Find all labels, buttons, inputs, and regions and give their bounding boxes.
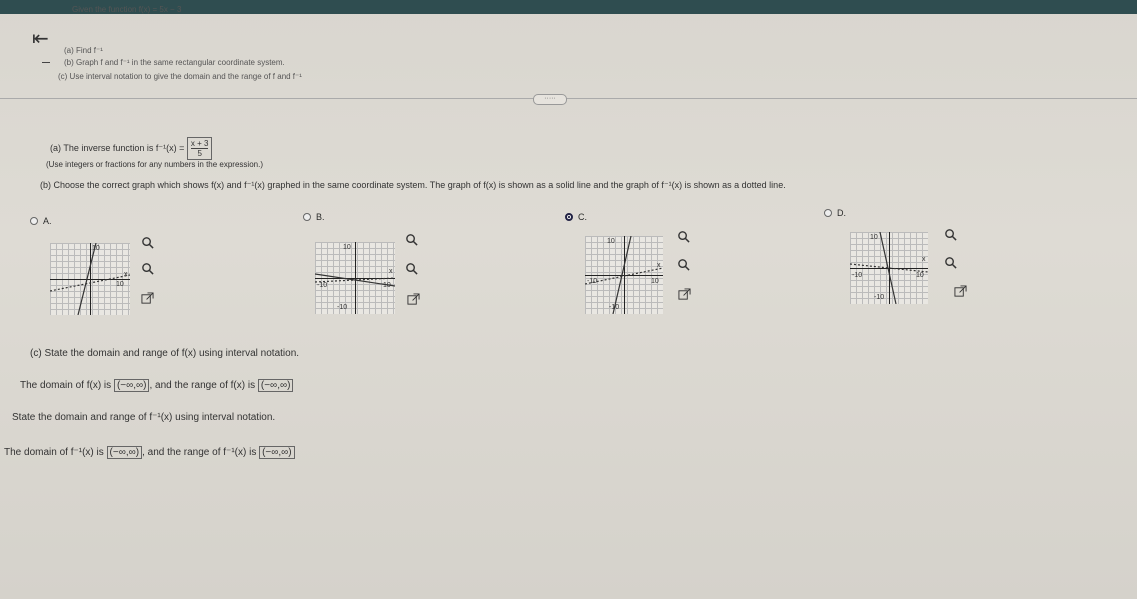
- y-tick-top: 10: [870, 234, 878, 241]
- dash-marker: [42, 62, 50, 63]
- answer-c-prompt-1: (c) State the domain and range of f(x) using interval notation.: [30, 348, 300, 359]
- zoom-in-icon[interactable]: [405, 233, 418, 246]
- graph-c-lines: [585, 236, 663, 314]
- f-domain-input[interactable]: (−∞,∞): [114, 379, 150, 392]
- inverse-domain-input[interactable]: (−∞,∞): [107, 446, 143, 459]
- zoom-in-icon[interactable]: [944, 228, 957, 241]
- y-tick-bottom: -10: [609, 304, 620, 311]
- x-tick-right: 10: [116, 281, 124, 288]
- x-axis-label: x: [389, 268, 393, 275]
- option-b[interactable]: [303, 212, 325, 222]
- zoom-in-icon[interactable]: [677, 230, 690, 243]
- divider: [0, 98, 1137, 99]
- f-domain-range-line: [20, 379, 293, 392]
- x-axis-label: x: [124, 271, 128, 278]
- popout-icon[interactable]: [678, 288, 691, 301]
- answer-b-prompt: (b) Choose the correct graph which shows f(x) and f⁻¹(x) graphed in the same coordinate system. The graph of f(x) is shown as a solid line and the graph of f⁻¹(x) is shown as a dotted line.: [40, 180, 786, 190]
- f-domain-prefix: The domain of f(x) is: [20, 380, 112, 391]
- radio-c[interactable]: [565, 213, 573, 221]
- part-a-label: (a) Find f⁻¹: [64, 46, 103, 55]
- zoom-out-icon[interactable]: [405, 262, 418, 275]
- y-tick-bottom: -10: [337, 304, 348, 311]
- option-d-label: D.: [837, 208, 846, 218]
- option-a-label: A.: [43, 216, 52, 226]
- f-range-text: , and the range of f(x) is: [149, 380, 256, 391]
- popout-icon[interactable]: [407, 293, 420, 306]
- given-function: Given the function f(x) = 5x − 3: [72, 5, 182, 14]
- part-b-label: (b) Graph f and f⁻¹ in the same rectangular coordinate system.: [64, 58, 285, 67]
- x-axis-label: x: [922, 256, 926, 263]
- y-tick-top: 10: [343, 244, 351, 251]
- x-tick-right: 10: [651, 278, 659, 285]
- x-tick-right: 10: [916, 272, 924, 279]
- zoom-in-icon[interactable]: [141, 236, 154, 249]
- graph-a-lines: [50, 243, 130, 315]
- answer-a-prefix: (a) The inverse function is f⁻¹(x) =: [50, 142, 185, 153]
- popout-icon[interactable]: [141, 292, 154, 305]
- y-tick-top: 10: [92, 245, 100, 252]
- radio-d[interactable]: [824, 209, 832, 217]
- x-axis-label: x: [657, 262, 661, 269]
- graph-b-lines: [315, 242, 395, 314]
- option-a[interactable]: [30, 216, 52, 226]
- inverse-domain-prefix: The domain of f⁻¹(x) is: [4, 447, 104, 458]
- f-range-input[interactable]: (−∞,∞): [258, 379, 294, 392]
- option-c[interactable]: [565, 212, 587, 222]
- y-tick-top: 10: [607, 238, 615, 245]
- denominator: 5: [197, 149, 202, 158]
- zoom-out-icon[interactable]: [141, 262, 154, 275]
- zoom-out-icon[interactable]: [677, 258, 690, 271]
- option-d[interactable]: [824, 208, 846, 218]
- more-button[interactable]: ·····: [533, 94, 567, 105]
- inverse-range-input[interactable]: (−∞,∞): [259, 446, 295, 459]
- radio-b[interactable]: [303, 213, 311, 221]
- y-tick-bottom: -10: [874, 294, 885, 301]
- inverse-range-text: , and the range of f⁻¹(x) is: [142, 447, 257, 458]
- x-tick-right: 10: [383, 282, 391, 289]
- part-c-label: (c) Use interval notation to give the domain and the range of f and f⁻¹: [58, 72, 302, 81]
- answer-c-prompt-2: State the domain and range of f⁻¹(x) using interval notation.: [12, 412, 276, 423]
- graph-d: [850, 232, 928, 304]
- popout-icon[interactable]: [954, 285, 967, 298]
- x-tick-left: -10: [317, 282, 328, 289]
- inverse-fraction[interactable]: [187, 137, 213, 160]
- graph-b: [315, 242, 395, 314]
- graph-a: [50, 243, 130, 315]
- answer-a: [50, 137, 212, 160]
- option-b-label: B.: [316, 212, 325, 222]
- zoom-out-icon[interactable]: [944, 256, 957, 269]
- back-arrow-icon[interactable]: ⇤: [32, 28, 49, 50]
- radio-a[interactable]: [30, 217, 38, 225]
- graph-d-lines: [850, 232, 928, 304]
- inverse-domain-range-line: [4, 446, 295, 459]
- numerator: x + 3: [190, 139, 209, 148]
- answer-a-hint: (Use integers or fractions for any numbers in the expression.): [46, 160, 263, 169]
- graph-c: [585, 236, 663, 314]
- x-tick-left: -10: [587, 278, 598, 285]
- option-c-label: C.: [578, 212, 587, 222]
- x-tick-left: -10: [852, 272, 863, 279]
